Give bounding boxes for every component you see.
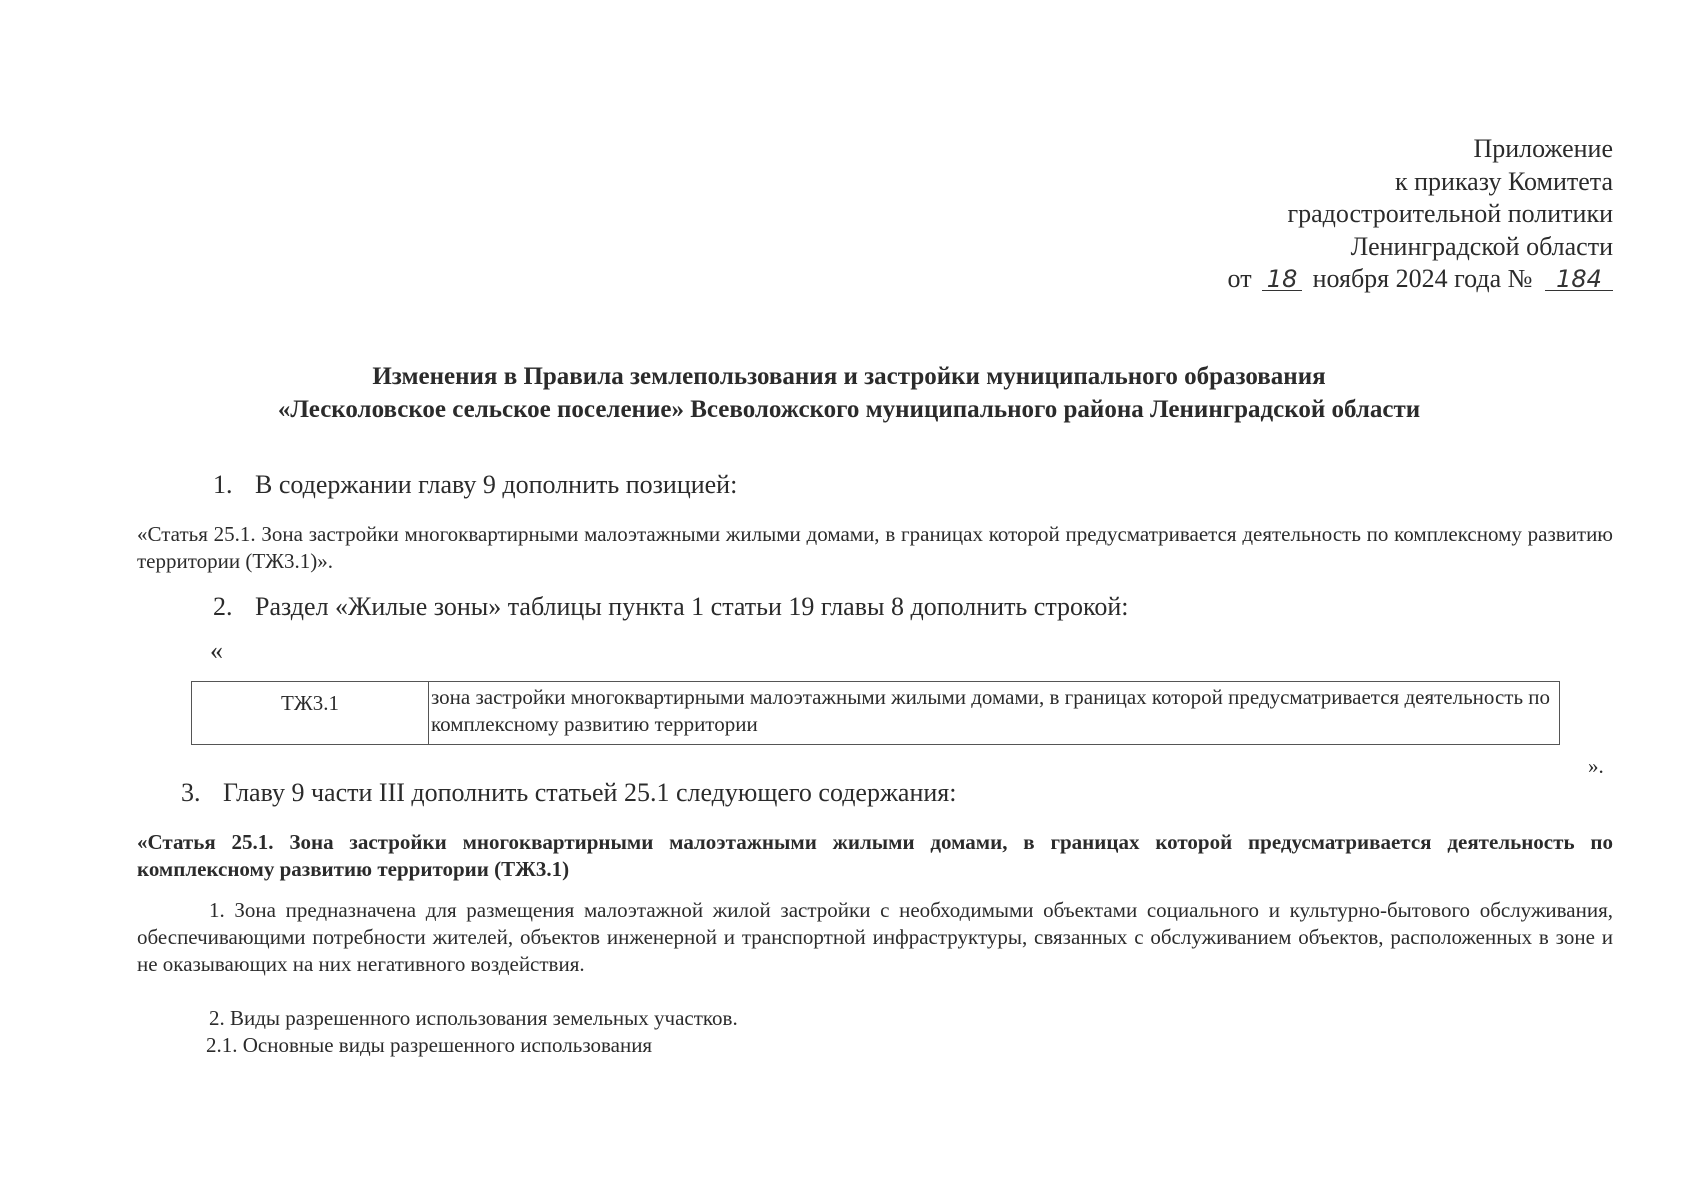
- item-1-number: 1.: [213, 470, 233, 499]
- date-prefix: от: [1227, 264, 1252, 293]
- item-2: [213, 592, 1128, 622]
- title-line-2: «Лесколовское сельское поселение» Всеволожского муниципального района Ленинградской области: [277, 396, 1421, 423]
- item-2-text: Раздел «Жилые зоны» таблицы пункта 1 статьи 19 главы 8 дополнить строкой:: [255, 592, 1129, 621]
- header-line-4: Ленинградской области: [1350, 231, 1613, 261]
- open-quote: «: [210, 636, 223, 665]
- zone-code-cell: ТЖ3.1: [192, 682, 429, 744]
- zone-description-cell: зона застройки многоквартирными малоэтажными жилыми домами, в границах которой предусматривается деятельность по комплексному развитию территории: [431, 685, 1551, 736]
- item-2-number: 2.: [213, 592, 233, 621]
- article-paragraph-1: 1. Зона предназначена для размещения малоэтажной жилой застройки с необходимыми объектами социального и культурно-бытового обслуживания, обеспечивающими потребности жителей, объектов инженерной и транспортной инфраструктуры, связанных с обслуживанием объектов, расположенных в зоне и не оказывающих на них негативного воздействия.: [137, 898, 1613, 976]
- item-3: [181, 778, 956, 808]
- appendix-header: [1228, 133, 1613, 296]
- item-1: [213, 470, 737, 500]
- date-month-year: ноября 2024 года №: [1312, 264, 1533, 293]
- item-3-text: Главу 9 части III дополнить статьей 25.1 следующего содержания:: [223, 778, 957, 807]
- title-line-1: Изменения в Правила землепользования и застройки муниципального образования: [372, 363, 1326, 390]
- close-quote: ».: [1588, 754, 1604, 778]
- item-1-text: В содержании главу 9 дополнить позицией:: [255, 470, 738, 499]
- handwritten-order-number: 184: [1545, 268, 1613, 291]
- header-line-2: к приказу Комитета: [1394, 166, 1613, 196]
- article-paragraph-2: 2. Виды разрешенного использования земельных участков.: [209, 1006, 738, 1030]
- table-row: [191, 681, 1560, 745]
- handwritten-day: 18: [1262, 268, 1302, 291]
- article-heading: «Статья 25.1. Зона застройки многоквартирными малоэтажными жилыми домами, в границах которой предусматривается деятельность по комплексному развитию территории (ТЖ3.1): [137, 830, 1613, 881]
- document-title: [0, 360, 1698, 426]
- header-date-line: [1228, 263, 1613, 296]
- item-1-quote: «Статья 25.1. Зона застройки многоквартирными малоэтажными жилыми домами, в границах которой предусматривается деятельность по комплексному развитию территории (ТЖ3.1)».: [137, 522, 1613, 573]
- header-line-1: Приложение: [1473, 134, 1613, 163]
- header-line-3: градостроительной политики: [1287, 199, 1613, 228]
- item-3-number: 3.: [181, 778, 201, 807]
- article-paragraph-3: 2.1. Основные виды разрешенного использования: [206, 1033, 653, 1057]
